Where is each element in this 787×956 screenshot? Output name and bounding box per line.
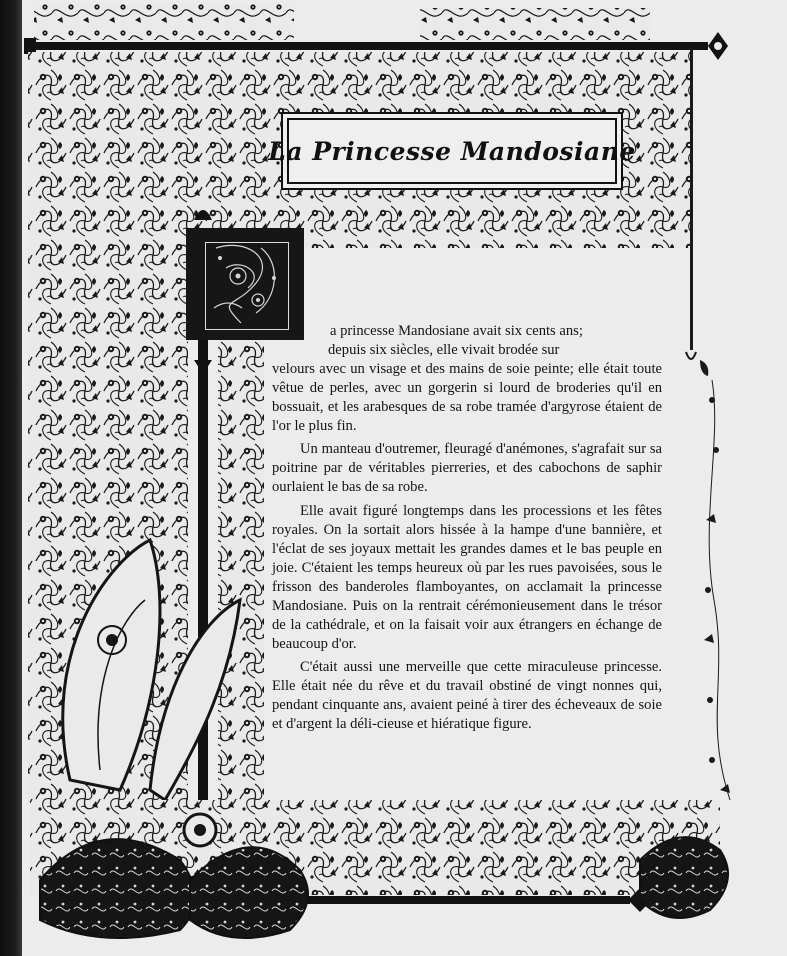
title-cartouche [268,118,636,184]
paragraph-1-line-2: depuis six siècles, elle vivait brodée sur [328,341,560,358]
drop-cap-frame [205,242,289,330]
body-text [272,322,662,739]
paragraph-4: C'était aussi une merveille que cette miraculeuse princesse. Elle était née du rêve et du travail obstiné de vingt nonnes qui, pendant cinquante ans, avaient peiné à tirer des écheveaux de soie et d'argent la déli-cieuse et hiératique figure. [272,659,662,733]
paragraph-2: Un manteau d'outremer, fleuragé d'anémones, s'agrafait sur sa poitrine par de véritables pierreries, et des cabochons de saphir ourlaient le bas de sa robe. [272,441,662,496]
paragraph-1-line-1: a princesse Mandosiane avait six cents ans; [330,323,583,339]
paragraph-1 [272,322,662,435]
page-title: La Princesse Mandosiane [268,136,636,166]
paragraph-1-rest: velours avec un visage et des mains de soie peinte; elle était toute vêtue de perles, avec un gorgerin si lourd de broderies qu'il en bossuait, et les arabesques de sa robe tramée d'argyrose étaient de l'or le plus fin. [272,360,662,434]
paragraph-3: Elle avait figuré longtemps dans les processions et les fêtes royales. On la sortait alors hissée à la hampe d'une bannière, et l'éclat de ses joyaux mettait les grandes dames et le bas peuple en joie. C'étaient les temps heureux où par les rues pavoisées, sous le frisson des banderoles flamboyantes, on acclamait la princesse Mandosiane. Puis on la rentrait cérémonieusement dans le trésor de la cathédrale, et on la faisait voir aux étrangers en échange de beaucoup d'or. [272,503,662,652]
